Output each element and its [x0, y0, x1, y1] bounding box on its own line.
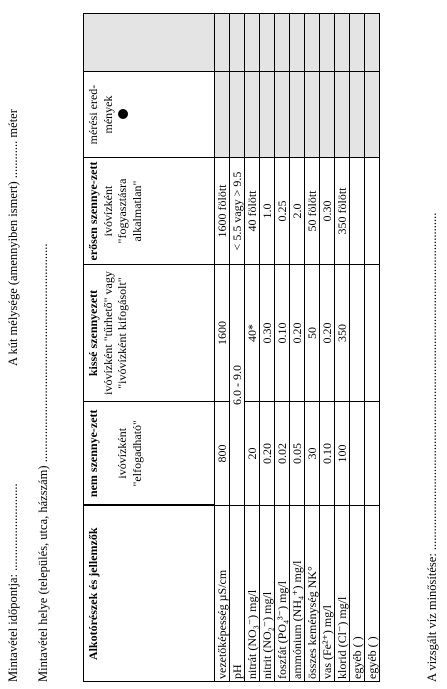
result-extra[interactable]: [260, 14, 275, 72]
value-slightly-polluted: 1600: [215, 265, 230, 402]
value-not-polluted: 30: [305, 402, 320, 506]
result-input[interactable]: [305, 72, 320, 158]
result-extra[interactable]: [245, 14, 260, 72]
value-not-polluted: 100: [335, 402, 350, 506]
component-name: egyéb ( ): [365, 506, 380, 682]
water-quality-table: [83, 13, 380, 682]
value-not-polluted: 20: [245, 402, 260, 506]
value-not-polluted: 800: [215, 402, 230, 506]
header-slightly-polluted: kissé szennyezett ivóvízként "tűrhető" vagy "ivóvízként kifogásolt": [84, 265, 215, 402]
table-row: [230, 14, 245, 682]
assessment-line: [425, 213, 440, 682]
sampling-date-field[interactable]: ............................: [6, 483, 20, 571]
result-extra[interactable]: [290, 14, 305, 72]
value-heavily-polluted: 50 fölött: [305, 158, 320, 265]
component-name: nitrit (NO₂⁻) mg/l: [260, 506, 275, 682]
table-body: [215, 14, 380, 682]
result-extra[interactable]: [305, 14, 320, 72]
table-row: [245, 14, 260, 682]
value-heavily-polluted: 0.30: [320, 158, 335, 265]
result-input[interactable]: [350, 72, 365, 158]
header-heavily-polluted: erősen szennye-zett ivóvízként "fogyasztásra alkalmatlan": [84, 158, 215, 265]
table-row: [305, 14, 320, 682]
result-input[interactable]: [290, 72, 305, 158]
well-depth-label: A kút mélysége (amennyiben ismert): [6, 181, 20, 366]
table-row: [350, 14, 365, 682]
component-name: foszfát (PO₄³⁻) mg/l: [275, 506, 290, 682]
table-row: [260, 14, 275, 682]
result-input[interactable]: [365, 72, 380, 158]
component-name: vezetőképesség µS/cm: [215, 506, 230, 682]
sampling-place-field[interactable]: ......................................................................: [36, 243, 50, 463]
value-heavily-polluted: 0.25: [275, 158, 290, 265]
result-input[interactable]: [320, 72, 335, 158]
table-row: [335, 14, 350, 682]
result-input[interactable]: [230, 72, 245, 158]
header-results: mérési ered-mények: [84, 72, 215, 158]
result-input[interactable]: [275, 72, 290, 158]
result-extra[interactable]: [335, 14, 350, 72]
well-depth-line: [6, 109, 21, 366]
component-name: ammónium (NH₄⁺) mg/l: [290, 506, 305, 682]
value-slightly-polluted: 50: [305, 265, 320, 402]
well-depth-field[interactable]: ............: [6, 140, 20, 179]
result-extra[interactable]: [215, 14, 230, 72]
value-slightly-polluted: 40*: [245, 265, 260, 402]
sampling-date-line: [6, 483, 21, 682]
sampling-place-label: Mintavétel helye (település, utca, házszám): [36, 465, 50, 682]
result-extra[interactable]: [230, 14, 245, 72]
value-heavily-polluted: 2.0: [290, 158, 305, 265]
value-not-polluted: 0.05: [290, 402, 305, 506]
component-name: egyéb ( ): [350, 506, 365, 682]
value-heavily-polluted: 1.0: [260, 158, 275, 265]
table-row: [365, 14, 380, 682]
sampling-date-label: Mintavétel időpontja:: [6, 574, 20, 682]
table-row: [215, 14, 230, 682]
well-depth-unit: méter: [6, 109, 20, 138]
value-not-polluted: [350, 402, 365, 506]
value-not-polluted: [365, 402, 380, 506]
result-input[interactable]: [335, 72, 350, 158]
result-extra[interactable]: [320, 14, 335, 72]
component-name: klorid (Cl⁻) mg/l: [335, 506, 350, 682]
table-row: [320, 14, 335, 682]
value-heavily-polluted: 350 fölött: [335, 158, 350, 265]
result-input[interactable]: [260, 72, 275, 158]
component-name: pH: [230, 506, 245, 682]
header-components: Alkotórészek és jellemzők: [84, 506, 215, 682]
value-heavily-polluted: [350, 158, 365, 265]
bullet-icon: [118, 110, 128, 120]
component-name: összes keménység NK°: [305, 506, 320, 682]
value-slightly-polluted: 0.20: [290, 265, 305, 402]
result-extra[interactable]: [275, 14, 290, 72]
assessment-label: A vizsgált víz minősítése:: [425, 553, 439, 682]
value-not-polluted: 0.20: [260, 402, 275, 506]
value-heavily-polluted: 1600 fölött: [215, 158, 230, 265]
value-slightly-polluted: 0.20: [320, 265, 335, 402]
value-not-polluted: 0.10: [320, 402, 335, 506]
sampling-place-line: [36, 244, 51, 682]
assessment-field[interactable]: ............................................................................................................: [425, 212, 439, 551]
value-not-polluted: 0.02: [275, 402, 290, 506]
header-blank: [84, 14, 215, 72]
component-name: nitrát (NO₃⁻) mg/l: [245, 506, 260, 682]
value-heavily-polluted: 40 fölött: [245, 158, 260, 265]
result-input[interactable]: [215, 72, 230, 158]
value-slightly-polluted: 350: [335, 265, 350, 402]
result-extra[interactable]: [350, 14, 365, 72]
value-heavily-polluted: < 5.5 vagy > 9.5: [230, 158, 245, 265]
value-heavily-polluted: [365, 158, 380, 265]
value-slightly-polluted: 0.30: [260, 265, 275, 402]
table-row: [275, 14, 290, 682]
table-row: [290, 14, 305, 682]
header-not-polluted: nem szennye-zett ivóvízként "elfogadható": [84, 402, 215, 506]
component-name: vas (Fe²⁺) mg/l: [320, 506, 335, 682]
result-extra[interactable]: [365, 14, 380, 72]
ph-range: 6.0 - 9.0: [230, 265, 245, 506]
value-slightly-polluted: 0.10: [275, 265, 290, 402]
value-slightly-polluted: [350, 265, 365, 402]
value-slightly-polluted: [365, 265, 380, 402]
result-input[interactable]: [245, 72, 260, 158]
